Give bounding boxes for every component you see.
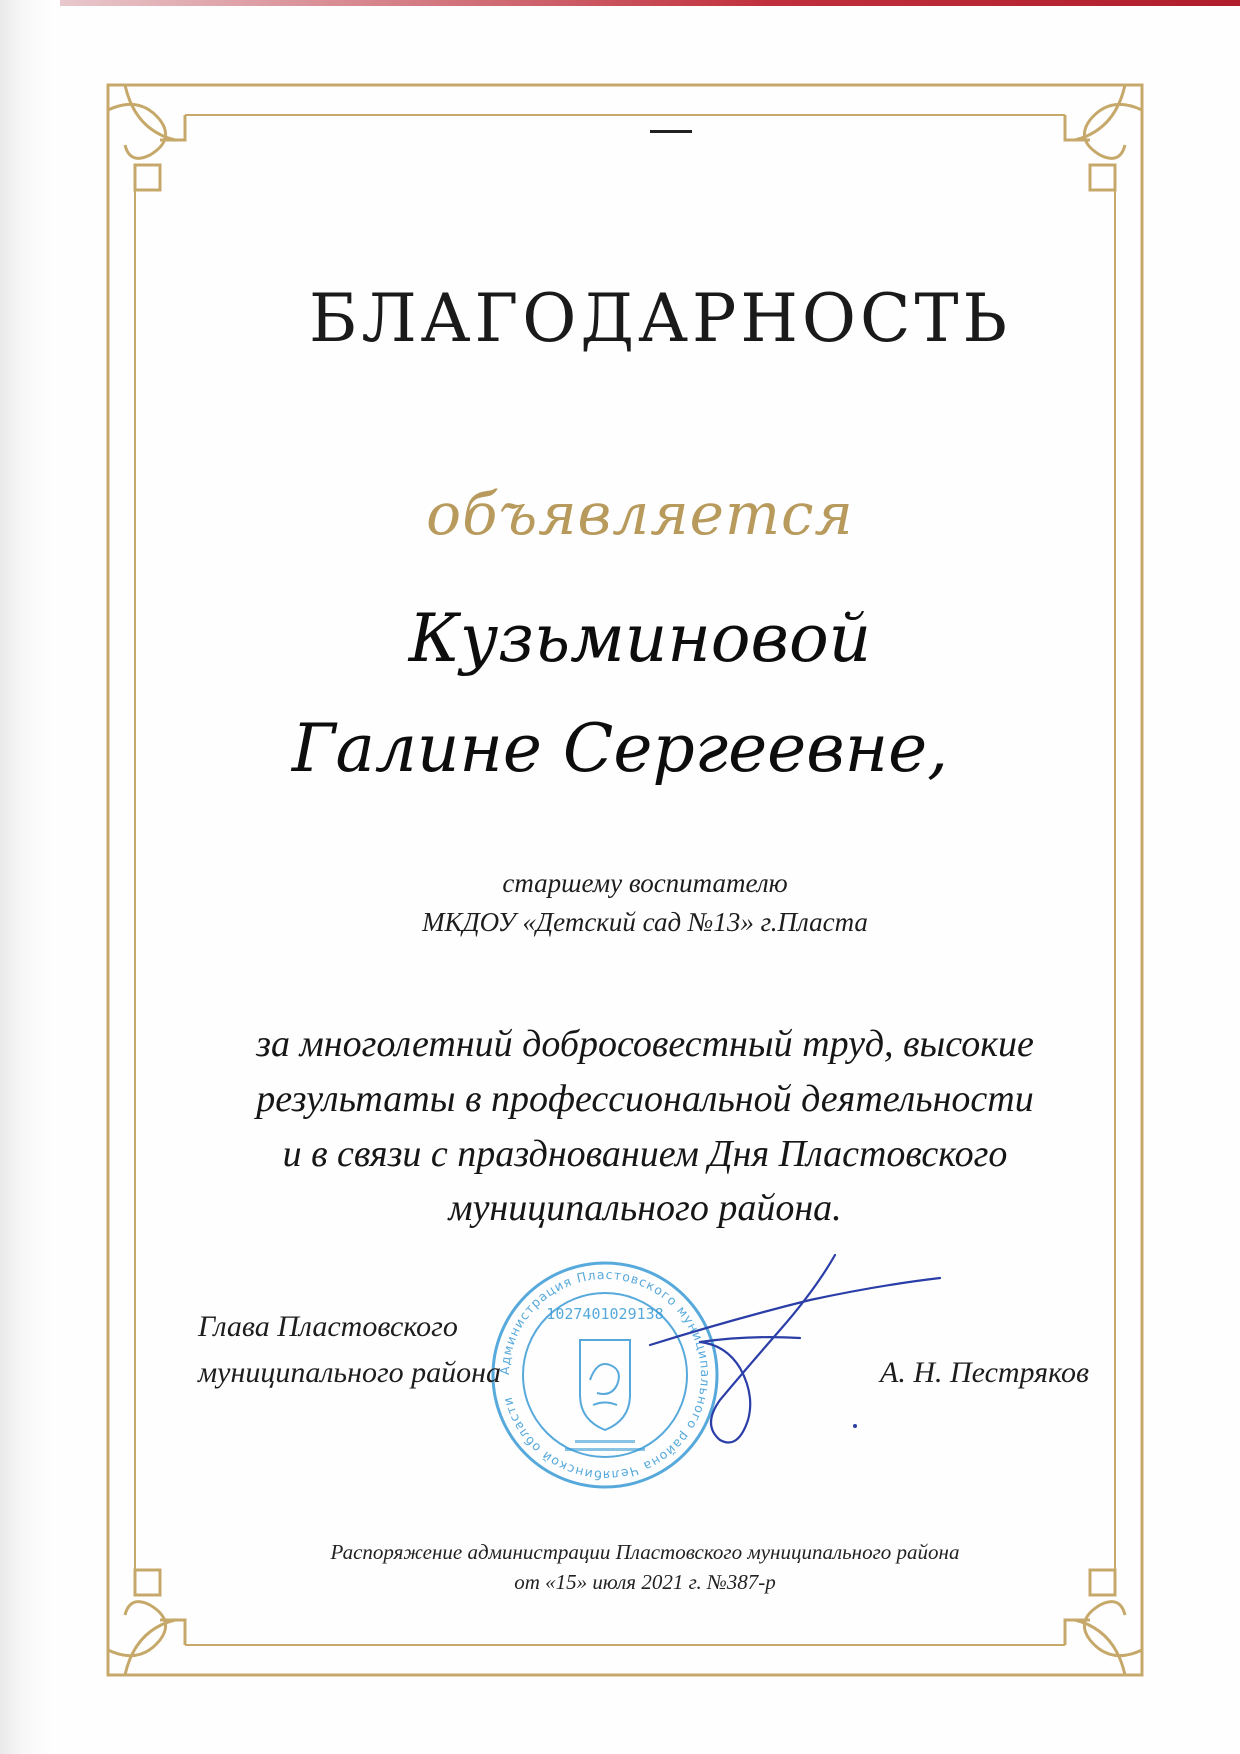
reason-line-3: и в связи с празднованием Дня Пластовского	[282, 1133, 1008, 1175]
recipient-position: старшему воспитателю	[502, 868, 788, 898]
reason-line-2: результаты в профессиональной деятельности	[256, 1078, 1034, 1120]
signatory-title-line-2: муниципального района	[198, 1356, 502, 1389]
recipient-organization: МКДОУ «Детский сад №13» г.Пласта	[422, 907, 868, 937]
svg-text:Администрация Пластовского мун: Администрация Пластовского муниципального района Челябинской области	[496, 1266, 714, 1484]
order-reference: Распоряжение администрации Пластовского муниципального района	[330, 1540, 960, 1564]
signatory-title-line-1: Глава Пластовского	[198, 1310, 458, 1343]
recipient-given-names: Галине Сергеевне,	[291, 710, 949, 787]
recipient-surname: Кузьминовой	[408, 600, 872, 677]
signatory-name: А. Н. Пестряков	[880, 1356, 1090, 1389]
reason-line-4: муниципального района.	[448, 1187, 842, 1229]
svg-text:1027401029138: 1027401029138	[546, 1305, 664, 1323]
certificate-title: БЛАГОДАРНОСТЬ	[308, 280, 1012, 357]
announce-word: объявляется	[426, 480, 854, 548]
order-date-number: от «15» июля 2021 г. №387-р	[514, 1570, 776, 1594]
handwritten-signature	[640, 1250, 950, 1460]
reason-line-1: за многолетний добросовестный труд, высокие	[256, 1023, 1034, 1065]
